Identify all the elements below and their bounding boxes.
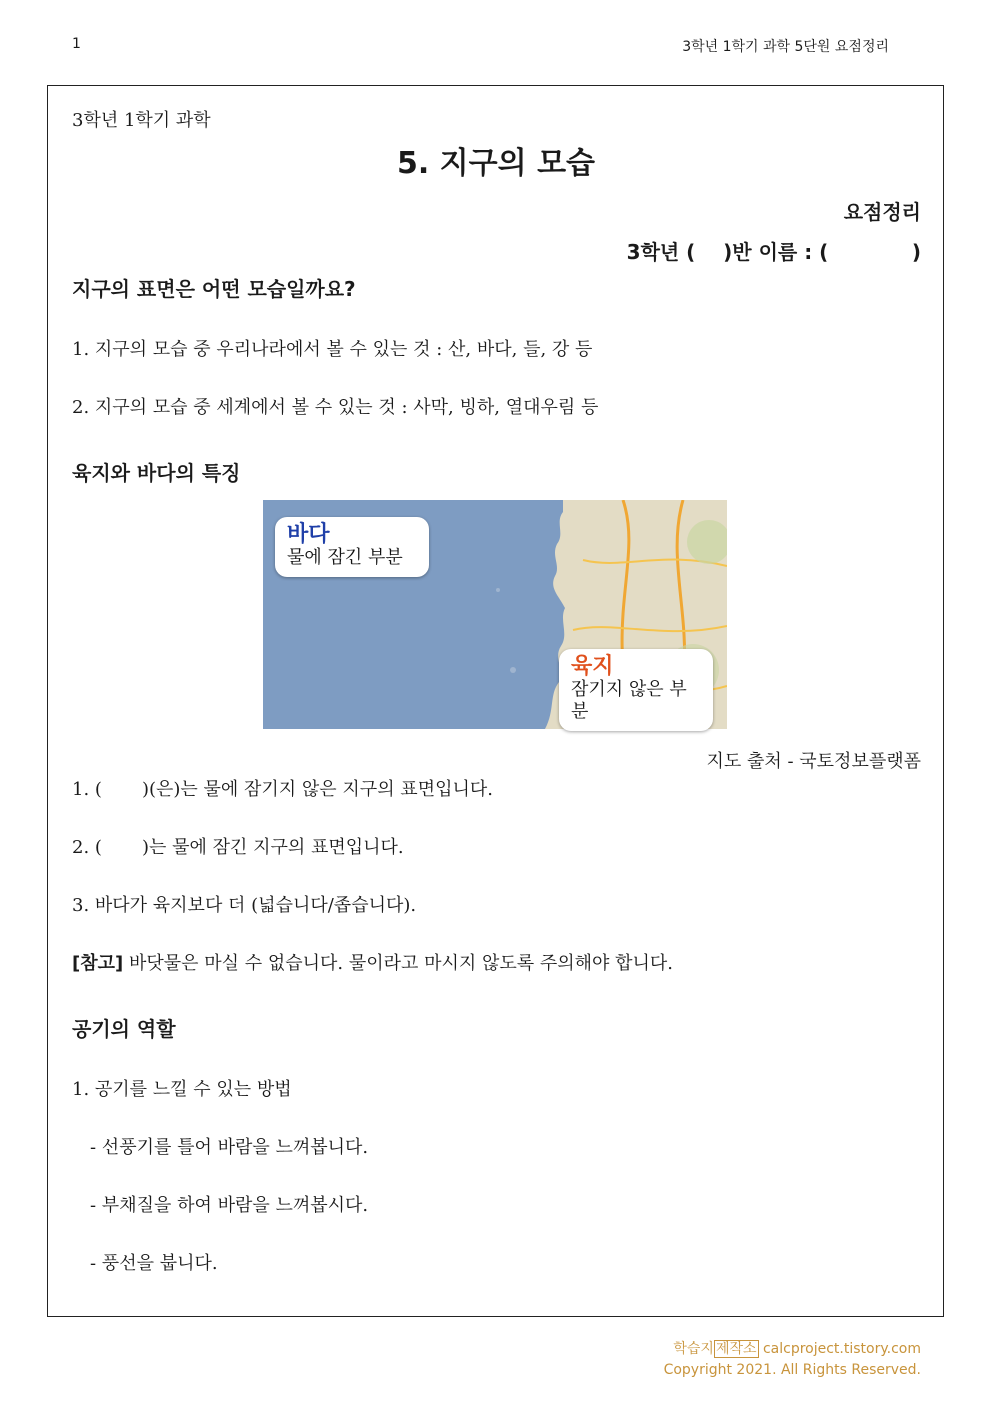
- list-item: 1. 공기를 느낄 수 있는 방법: [72, 1079, 292, 1100]
- list-item: 1. 지구의 모습 중 우리나라에서 볼 수 있는 것 : 산, 바다, 들, 강 등: [72, 339, 593, 360]
- footer-maker-boxed: 제작소: [715, 1341, 757, 1357]
- sea-callout: [275, 517, 429, 577]
- section-title-air: 공기의 역할: [72, 1017, 176, 1041]
- land-callout-title: 육지: [571, 654, 614, 679]
- running-header: 3학년 1학기 과학 5단원 요점정리: [682, 39, 889, 55]
- question-item: 3. 바다가 육지보다 더 (넓습니다/좁습니다).: [72, 895, 417, 916]
- footer-site-link[interactable]: calcproject.tistory.com: [758, 1341, 921, 1357]
- section-title-land-sea: 육지와 바다의 특징: [72, 461, 241, 485]
- footer-copyright: Copyright 2021. All Rights Reserved.: [663, 1362, 921, 1378]
- note-text: 바닷물은 마실 수 없습니다. 물이라고 마시지 않도록 주의해야 합니다.: [123, 953, 674, 974]
- page-title: 5. 지구의 모습: [396, 146, 596, 181]
- sea-callout-desc: 물에 잠긴 부분: [287, 547, 403, 568]
- land-callout-desc: 잠기지 않은 부분: [571, 679, 687, 722]
- question-item: 1. ( )(은)는 물에 잠기지 않은 지구의 표면입니다.: [72, 779, 493, 800]
- note-label: [참고]: [72, 953, 124, 974]
- grade-subject: 3학년 1학기 과학: [72, 110, 211, 131]
- note-line: [72, 949, 673, 975]
- page-number: 1: [72, 36, 81, 52]
- bullet-item: - 풍선을 붑니다.: [90, 1253, 218, 1274]
- footer-maker-prefix: 학습지: [673, 1341, 714, 1357]
- question-item: 2. ( )는 물에 잠긴 지구의 표면입니다.: [72, 837, 404, 858]
- bullet-item: - 부채질을 하여 바람을 느껴봅시다.: [90, 1195, 369, 1216]
- summary-label: 요점정리: [843, 200, 921, 224]
- section-title-earth-surface: 지구의 표면은 어떤 모습일까요?: [72, 277, 356, 301]
- footer-site: [673, 1338, 921, 1358]
- land-callout: [559, 649, 713, 731]
- map-source: 지도 출처 - 국토정보플랫폼: [706, 751, 921, 772]
- name-line: 3학년 ( )반 이름 : ( ): [626, 240, 921, 264]
- list-item: 2. 지구의 모습 중 세계에서 볼 수 있는 것 : 사막, 빙하, 열대우림 등: [72, 397, 599, 418]
- bullet-item: - 선풍기를 틀어 바람을 느껴봅니다.: [90, 1137, 369, 1158]
- sea-callout-title: 바다: [287, 522, 330, 547]
